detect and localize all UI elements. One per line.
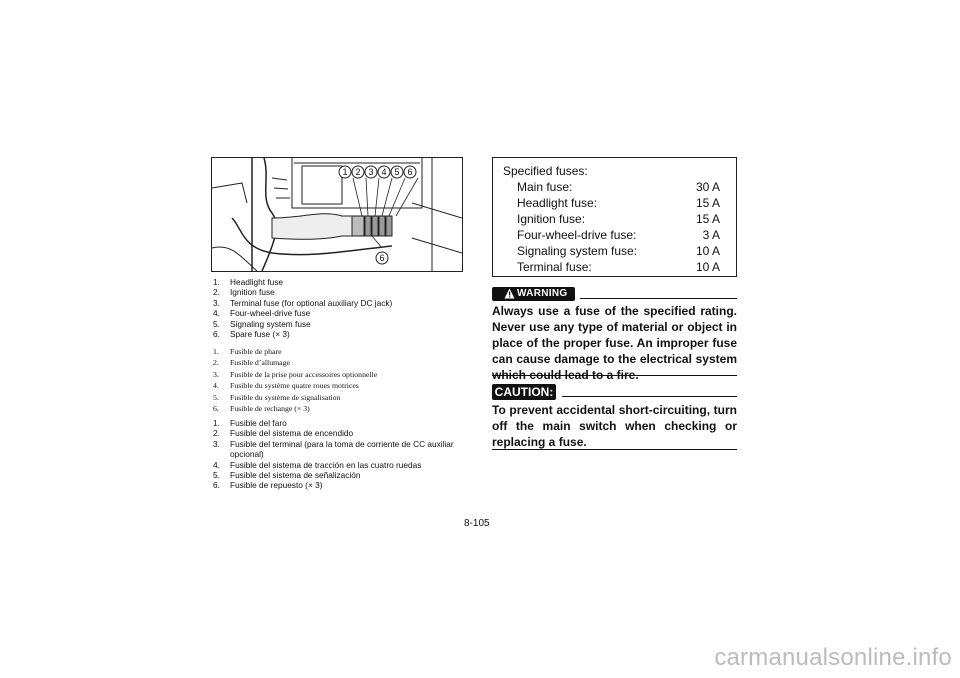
warning-end-rule [492,375,737,376]
fuse-box-illustration [211,157,463,272]
legend-text: Terminal fuse (for optional auxiliary DC jack) [230,297,393,308]
legend-text: Fusible del sistema de encendido [230,428,354,439]
legend-item [213,346,468,357]
legend-item [213,319,468,329]
spec-label: Headlight fuse: [517,196,598,210]
legend-text: Fusible del faro [230,418,287,428]
spec-label: Four-wheel-drive fuse: [517,228,637,242]
legend-text: Fusible del terminal (para la toma de corriente de CC auxiliar opcional) [230,438,454,460]
warning-header [492,285,737,303]
spec-row-four-wheel-drive [517,228,720,244]
spec-title: Specified fuses: [503,164,588,178]
legend-item [213,380,468,391]
legend-text: Four-wheel-drive fuse [230,308,311,319]
spec-value: 30 A [695,180,720,194]
caution-text: To prevent accidental short-circuiting, turn off the main switch when checking or replacing a fuse. [492,403,737,449]
spec-value: 10 A [695,260,720,274]
legend-number: 5. [213,392,219,402]
callout-2: 2 [355,167,361,177]
legend-number: 3. [213,297,220,308]
legend-number: 1. [213,347,219,356]
spec-value: 15 A [695,212,720,226]
legend-number: 1. [213,277,220,287]
fuse-box-drawing [212,158,462,271]
legend-text: Fusible de rechange (× 3) [230,404,310,414]
caution-badge: CAUTION: [492,384,556,400]
warning-text: Always use a fuse of the specified rating. Never use any type of material or object in place of the proper fuse. An improper fuse can cause damage to the electrical system which could lead to a fire. [492,304,737,382]
warning-header-rule [580,298,737,299]
legend-item [213,392,468,403]
callout-5: 5 [394,167,400,177]
warning-label: WARNING [517,288,568,299]
legend-item [213,369,468,380]
legend-text: Spare fuse (× 3) [230,329,290,340]
spec-value: 3 A [702,228,720,242]
legend-text: Fusible del sistema de tracción en las cuatro ruedas [230,459,422,470]
spec-label: Main fuse: [517,180,573,194]
legend-number: 4. [213,459,220,470]
spec-label: Terminal fuse: [517,260,592,274]
legend-item [213,470,468,480]
specified-fuses-box [492,157,737,277]
legend-french [213,346,468,414]
caution-end-rule [492,449,737,450]
spec-label: Ignition fuse: [517,212,586,226]
legend-number: 4. [213,381,219,391]
caution-header [492,383,737,401]
callout-4: 4 [381,167,387,177]
spec-label: Signaling system fuse: [517,244,638,258]
legend-item [213,480,468,490]
legend-text: Fusible de phare [230,347,282,356]
legend-text: Signaling system fuse [230,318,311,329]
legend-text: Fusible du système quatre roues motrices [230,381,359,391]
warning-badge [492,287,575,301]
legend-number: 6. [213,480,220,491]
caution-header-rule [562,396,737,397]
legend-number: 5. [213,470,220,481]
legend-item [213,308,468,318]
spec-value: 10 A [695,244,720,258]
legend-number: 5. [213,318,220,329]
legend-spanish [213,418,468,491]
legend-text: Fusible de repuesto (× 3) [230,480,323,491]
legend-english [213,277,468,339]
legend-item [213,439,468,460]
legend-item [213,418,468,428]
page-number: 8-105 [464,518,490,529]
warning-triangle-icon [504,288,515,304]
legend-text: Fusible del sistema de señalización [230,470,361,481]
legend-item [213,357,468,368]
spec-row-terminal [517,260,720,276]
legend-item [213,428,468,438]
legend-number: 6. [213,329,220,340]
legend-number: 3. [213,369,219,379]
legend-text: Fusible de la prise pour accessoires optionnelle [230,369,378,379]
legend-number: 6. [213,404,219,414]
spec-row-signaling [517,244,720,260]
legend-item [213,287,468,297]
legend-number: 4. [213,308,220,319]
legend-number: 3. [213,438,220,449]
legend-text: Ignition fuse [230,287,275,298]
callout-3: 3 [368,167,374,177]
legend-item [213,298,468,308]
legend-number: 2. [213,287,220,298]
legend-text: Headlight fuse [230,277,284,287]
callout-6: 6 [407,167,413,177]
legend-number: 2. [213,358,219,368]
legend-text: Fusible du système de signalisation [230,392,341,402]
spec-row-main [517,180,720,196]
spec-value: 15 A [695,196,720,210]
callout-1: 1 [342,167,348,177]
legend-number: 1. [213,418,220,428]
legend-text: Fusible d’allumage [230,358,290,368]
callout-6-bottom: 6 [379,253,385,263]
spec-row-ignition [517,212,720,228]
watermark: carmanualsonline.info [714,644,952,671]
legend-item [213,277,468,287]
legend-item [213,460,468,470]
legend-item [213,329,468,339]
legend-number: 2. [213,428,220,439]
spec-row-headlight [517,196,720,212]
legend-item [213,403,468,414]
